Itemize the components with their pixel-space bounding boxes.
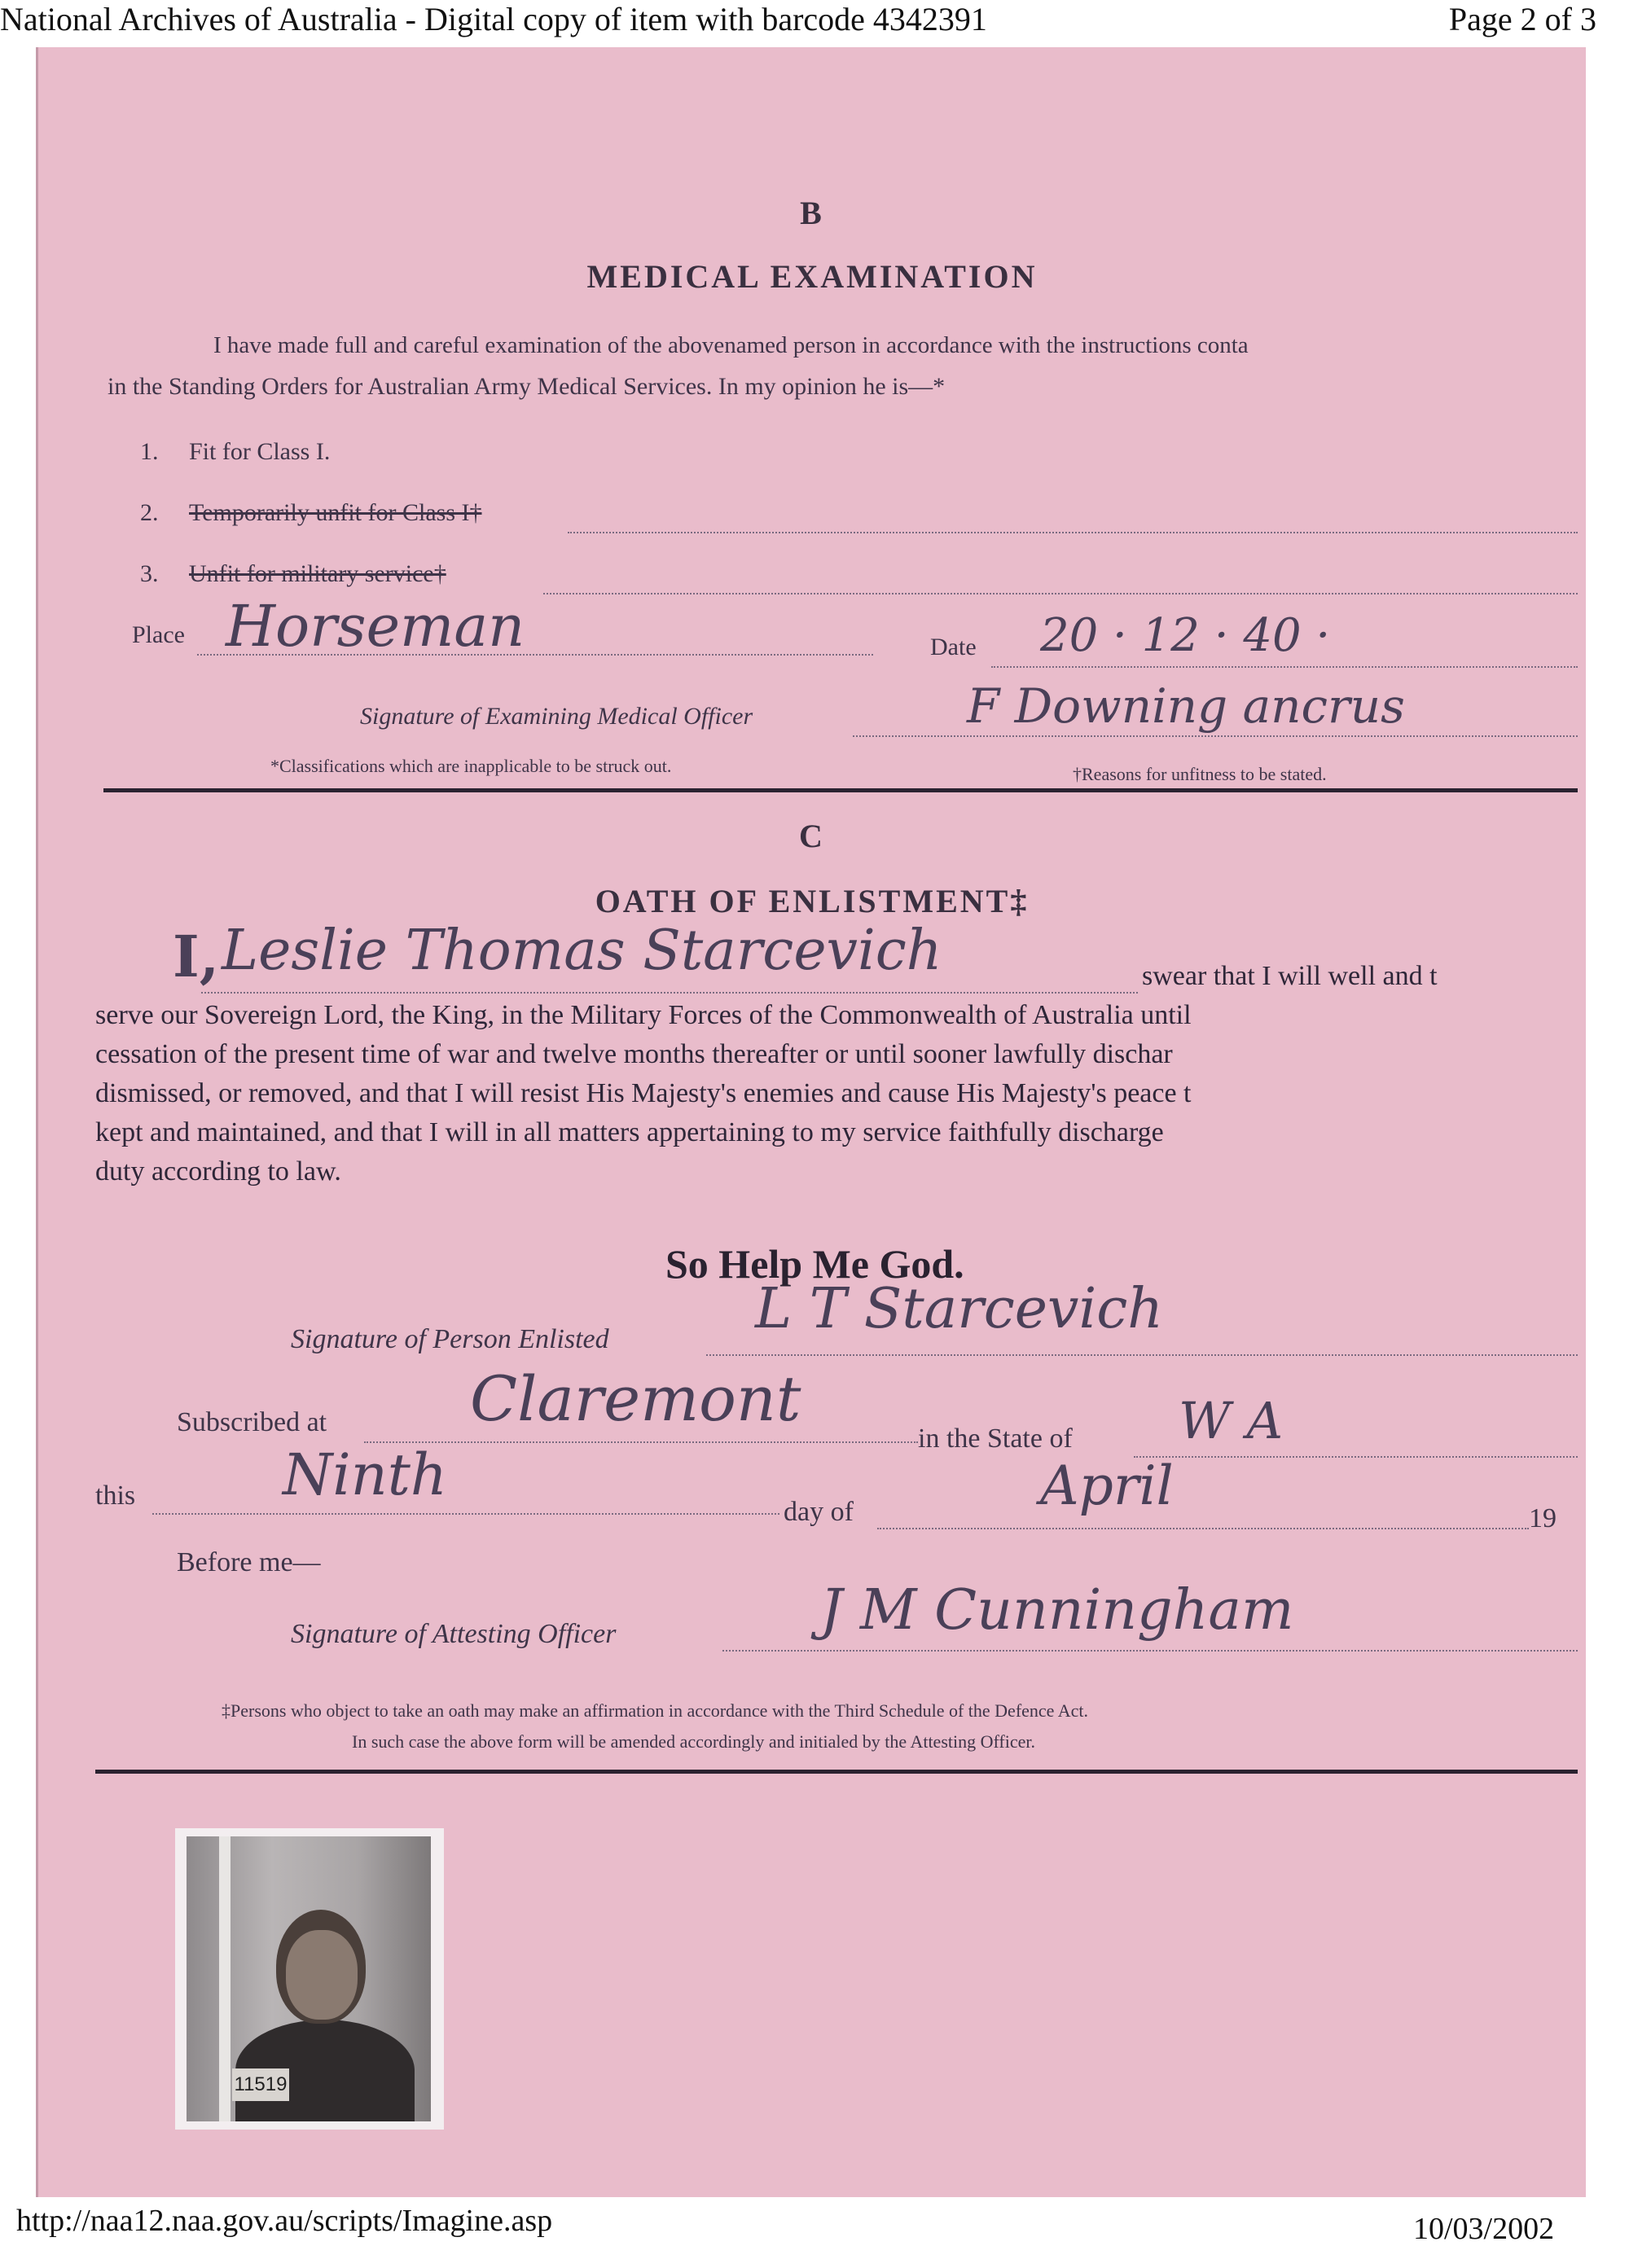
class-item-number-2: 2. xyxy=(140,499,159,526)
photo-image xyxy=(187,1836,431,2121)
medical-officer-signature-line xyxy=(853,735,1578,737)
state-line xyxy=(1134,1456,1578,1458)
medical-intro-line-1: I have made full and careful examination of the abovenamed person in accordance with the instructions conta xyxy=(213,332,1249,358)
attesting-officer-signature: J M Cunningham xyxy=(820,1578,1294,1643)
date-label: Date xyxy=(930,634,977,660)
photo-face xyxy=(286,1930,358,2020)
medical-officer-signature: F Downing ancrus xyxy=(967,678,1405,734)
year-prefix: 19 xyxy=(1529,1503,1557,1533)
before-me-label: Before me— xyxy=(177,1547,321,1577)
day-handwritten: Ninth xyxy=(283,1441,447,1508)
place-label: Place xyxy=(132,621,185,648)
date-line xyxy=(991,666,1578,668)
section-c-letter: C xyxy=(799,818,825,854)
section-b-title: MEDICAL EXAMINATION xyxy=(586,258,1038,295)
oath-line-6: duty according to law. xyxy=(95,1156,341,1187)
print-date: 10/03/2002 xyxy=(1413,2212,1555,2246)
medical-officer-signature-label: Signature of Examining Medical Officer xyxy=(360,703,753,730)
photo-number-plate: 11519 xyxy=(232,2068,289,2101)
day-line xyxy=(152,1513,779,1515)
state-label: in the State of xyxy=(918,1424,1073,1454)
affirmation-footnote-line-1: ‡Persons who object to take an oath may make an affirmation in accordance with the Third Schedule of the Defence Act. xyxy=(222,1700,1088,1721)
medical-intro-line-2: in the Standing Orders for Australian Army Medical Services. In my opinion he is—* xyxy=(108,373,946,400)
month-handwritten: April xyxy=(1040,1454,1174,1517)
oath-prefix: I, xyxy=(173,923,220,990)
class-item-text-3: Unfit for military service† xyxy=(189,560,446,587)
class-item-number-1: 1. xyxy=(140,438,159,465)
so-help-me-god: So Help Me God. xyxy=(665,1241,964,1287)
subscribed-at-handwritten: Claremont xyxy=(470,1362,801,1435)
section-c-title: OATH OF ENLISTMENT‡ xyxy=(595,883,1030,919)
person-enlisted-signature-line xyxy=(706,1354,1578,1356)
height-ruler xyxy=(219,1836,231,2121)
subscribed-at-line xyxy=(364,1441,918,1443)
class-item-3-line xyxy=(543,593,1578,594)
archive-header-title: National Archives of Australia - Digital copy of item with barcode 4342391 xyxy=(0,1,987,37)
page-indicator: Page 2 of 3 xyxy=(1448,1,1596,37)
place-handwritten: Horseman xyxy=(226,593,525,660)
enlistee-name-handwritten: Leslie Thomas Starcevich xyxy=(222,919,942,983)
section-c-divider xyxy=(95,1770,1578,1774)
subscribed-at-label: Subscribed at xyxy=(177,1407,327,1437)
archive-url: http://naa12.naa.gov.au/scripts/Imagine.asp xyxy=(16,2204,553,2238)
classification-note: *Classifications which are inapplicable to be struck out. xyxy=(270,756,672,776)
oath-line-2: serve our Sovereign Lord, the King, in the Military Forces of the Commonwealth of Australia until xyxy=(95,1000,1192,1030)
enlistee-portrait-photo xyxy=(175,1828,444,2130)
oath-line-4: dismissed, or removed, and that I will resist His Majesty's enemies and cause His Majesty's peace t xyxy=(95,1078,1192,1108)
person-enlisted-signature: L T Starcevich xyxy=(755,1277,1164,1341)
class-item-number-3: 3. xyxy=(140,560,159,587)
month-line xyxy=(877,1528,1529,1529)
class-item-2-line xyxy=(568,532,1578,533)
state-handwritten: W A xyxy=(1179,1391,1284,1450)
day-of-label: day of xyxy=(784,1497,854,1527)
unfitness-note: †Reasons for unfitness to be stated. xyxy=(1073,764,1327,784)
oath-line-5: kept and maintained, and that I will in all matters appertaining to my service faithfully discharge xyxy=(95,1117,1164,1147)
section-b-divider xyxy=(103,788,1578,792)
place-line xyxy=(197,654,873,656)
affirmation-footnote-line-2: In such case the above form will be amended accordingly and initialed by the Attesting Officer. xyxy=(352,1731,1035,1752)
class-item-text-2: Temporarily unfit for Class I† xyxy=(189,499,482,526)
person-enlisted-signature-label: Signature of Person Enlisted xyxy=(291,1324,609,1354)
attesting-officer-signature-line xyxy=(722,1650,1578,1652)
section-b-letter: B xyxy=(800,195,824,231)
oath-line-1: swear that I will well and t xyxy=(1142,961,1438,991)
attesting-officer-signature-label: Signature of Attesting Officer xyxy=(291,1619,617,1649)
oath-line-3: cessation of the present time of war and twelve months thereafter or until sooner lawfully dischar xyxy=(95,1039,1173,1069)
date-handwritten: 20 · 12 · 40 · xyxy=(1040,609,1331,662)
class-item-text-1: Fit for Class I. xyxy=(189,438,331,465)
this-label: this xyxy=(95,1481,136,1511)
enlistee-name-line xyxy=(201,992,1138,994)
